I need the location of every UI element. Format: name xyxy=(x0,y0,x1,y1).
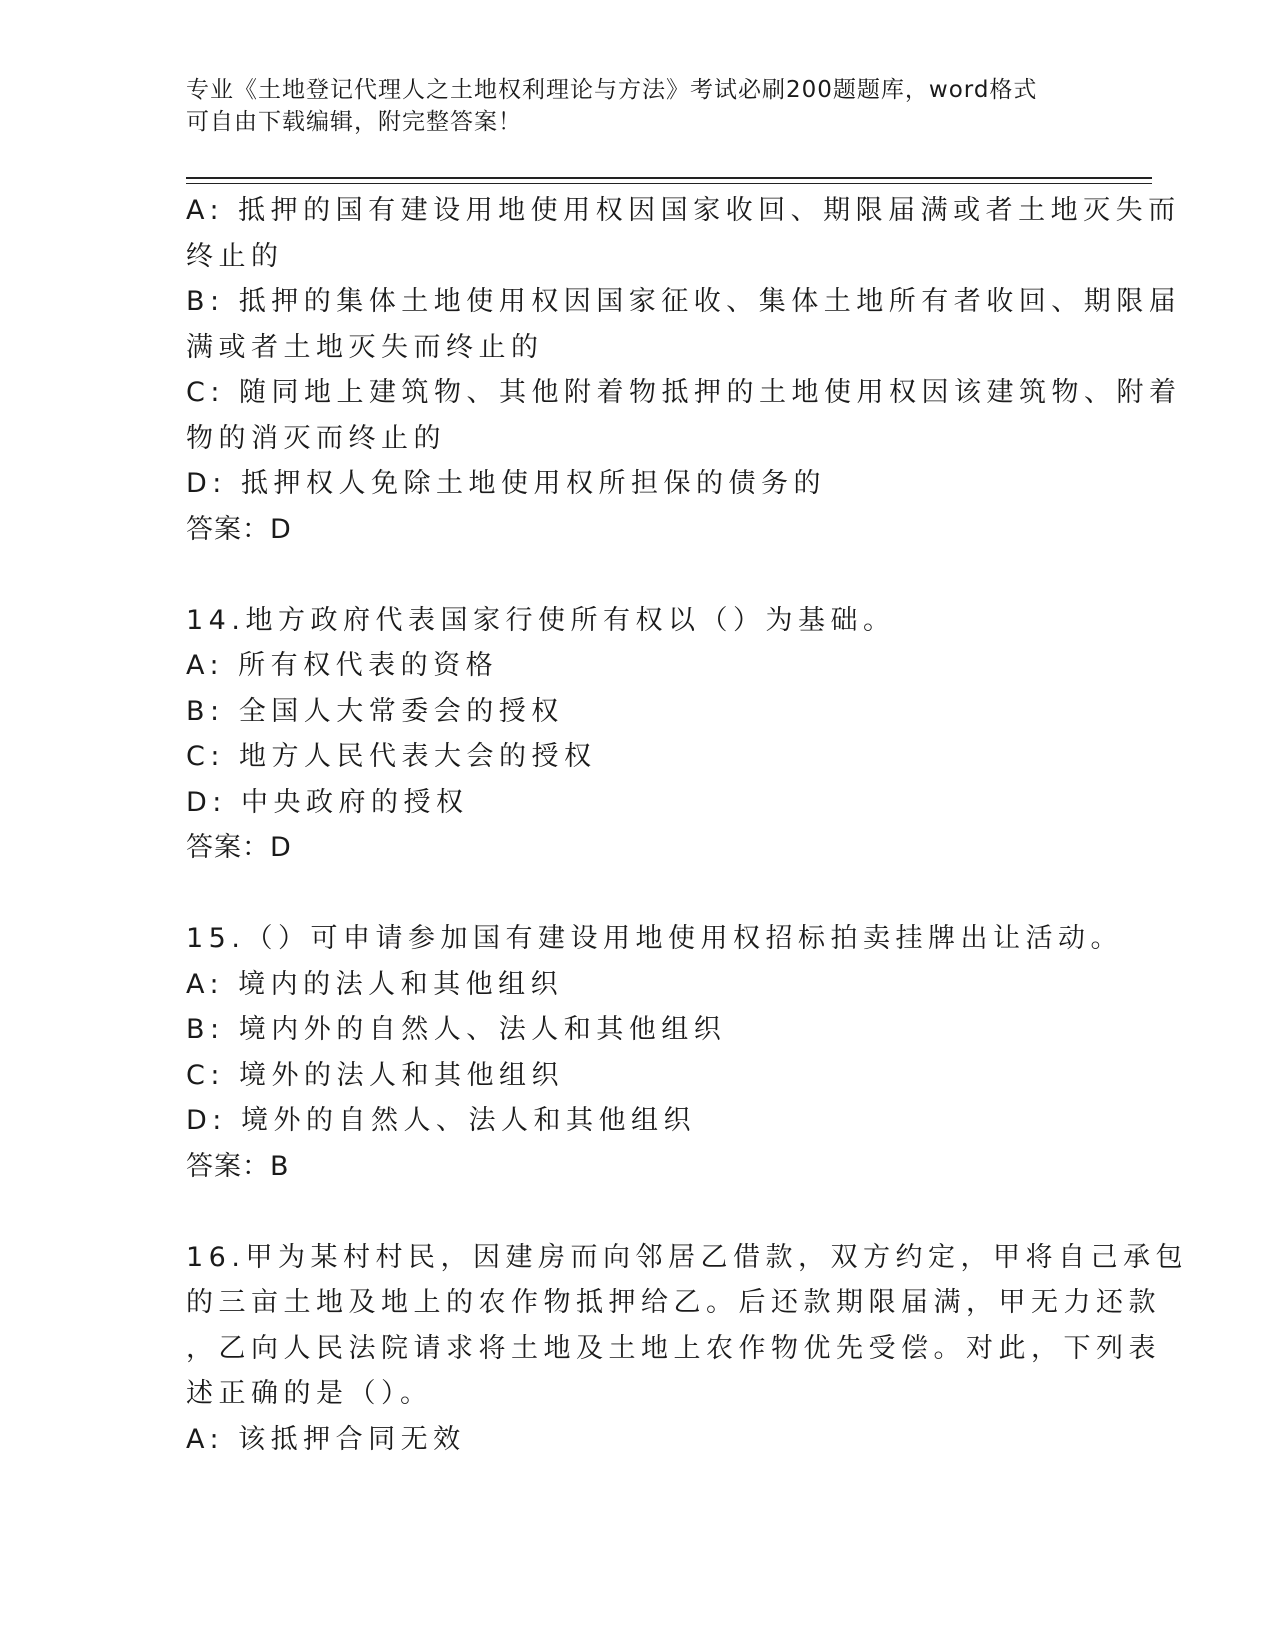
option-a: A: 境内的法人和其他组织 xyxy=(186,968,564,1000)
answer: 答案：B xyxy=(186,1150,290,1182)
header-rule-thick xyxy=(186,177,1152,179)
option-c: C: 地方人民代表大会的授权 xyxy=(186,741,597,772)
option-a-line-2: 终止的 xyxy=(186,240,284,272)
option-a-line-1: A: 抵押的国有建设用地使用权因国家收回、期限届满或者土地灭失而 xyxy=(186,195,1181,226)
question-13-tail xyxy=(186,188,1182,552)
document-header xyxy=(186,74,1086,138)
header-rule-thin xyxy=(186,183,1152,184)
question-stem: 14.地方政府代表国家行使所有权以（）为基础。 xyxy=(186,604,896,636)
option-b: B: 全国人大常委会的授权 xyxy=(186,695,564,727)
option-d: D: 抵押权人免除土地使用权所担保的债务的 xyxy=(186,468,826,499)
option-a: A: 该抵押合同无效 xyxy=(186,1423,466,1455)
question-stem: 15.（）可申请参加国有建设用地使用权招标拍卖挂牌出让活动。 xyxy=(186,923,1123,954)
question-15 xyxy=(186,916,1123,1189)
option-d: D: 中央政府的授权 xyxy=(186,786,469,818)
question-16 xyxy=(186,1235,1188,1463)
option-c: C: 境外的法人和其他组织 xyxy=(186,1059,565,1091)
answer: 答案：D xyxy=(186,513,292,545)
header-line-2: 可自由下载编辑，附完整答案！ xyxy=(186,109,522,135)
answer: 答案：D xyxy=(186,832,292,863)
option-b: B: 境内外的自然人、法人和其他组织 xyxy=(186,1014,727,1045)
question-stem-line-1: 16.甲为某村村民，因建房而向邻居乙借款，双方约定，甲将自己承包 xyxy=(186,1241,1188,1273)
question-content xyxy=(186,188,1188,1462)
option-d: D: 境外的自然人、法人和其他组织 xyxy=(186,1105,696,1136)
question-stem-line-3: ，乙向人民法院请求将土地及土地上农作物优先受偿。对此，下列表 xyxy=(186,1332,1161,1364)
header-line-1: 专业《土地登记代理人之土地权利理论与方法》考试必刷200题题库，word格式 xyxy=(186,77,1038,103)
option-b-line-2: 满或者土地灭失而终止的 xyxy=(186,331,544,363)
question-stem-line-4: 述正确的是（）。 xyxy=(186,1378,433,1409)
question-14 xyxy=(186,598,1086,871)
option-a: A: 所有权代表的资格 xyxy=(186,650,499,681)
option-b-line-1: B: 抵押的集体土地使用权因国家征收、集体土地所有者收回、期限届 xyxy=(186,286,1182,317)
option-c-line-2: 物的消灭而终止的 xyxy=(186,422,446,454)
question-stem-line-2: 的三亩土地及地上的农作物抵押给乙。后还款期限届满，甲无力还款 xyxy=(186,1287,1161,1318)
option-c-line-1: C: 随同地上建筑物、其他附着物抵押的土地使用权因该建筑物、附着 xyxy=(186,377,1182,408)
